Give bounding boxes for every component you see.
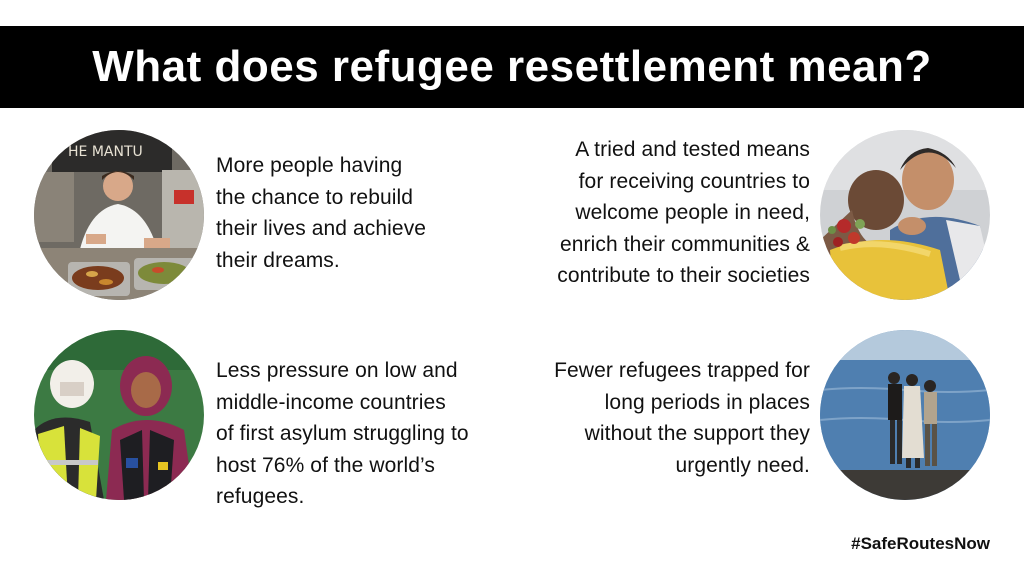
page-title: What does refugee resettlement mean? <box>92 42 932 91</box>
text-line: middle-income countries <box>216 390 446 414</box>
text-line: Fewer refugees trapped for <box>554 359 810 382</box>
benefit-receiving-countries <box>500 134 810 292</box>
title-bar <box>0 26 1024 108</box>
chef-photo <box>34 130 204 300</box>
text-line: their lives and achieve <box>216 217 427 240</box>
text-line: enrich their communities & <box>559 232 810 256</box>
text-line: urgently need. <box>675 453 810 477</box>
text-line: A tried and tested means <box>575 138 810 161</box>
embrace-photo <box>820 130 990 300</box>
text-line: their dreams. <box>216 248 340 272</box>
benefit-fewer-trapped <box>500 355 810 481</box>
text-line: Less pressure on low and <box>216 359 458 382</box>
text-line: for receiving countries to <box>578 169 810 193</box>
text-line: More people having <box>216 154 403 177</box>
text-line: welcome people in need, <box>575 201 810 224</box>
chef-sign-text: HE MANTU <box>68 144 143 160</box>
text-line: refugees. <box>216 485 305 508</box>
text-line: contribute to their societies <box>557 264 810 287</box>
text-line: long periods in places <box>604 390 810 414</box>
benefit-rebuild-lives <box>216 150 506 276</box>
text-line: of first asylum struggling to <box>216 422 469 445</box>
text-line: the chance to rebuild <box>216 185 414 209</box>
hashtag: #SafeRoutesNow <box>851 534 990 553</box>
seaside-photo <box>820 330 990 500</box>
aid-workers-photo <box>34 330 204 500</box>
text-line: host 76% of the world’s <box>216 453 436 477</box>
benefit-less-pressure <box>216 355 516 513</box>
text-line: without the support they <box>584 422 810 445</box>
